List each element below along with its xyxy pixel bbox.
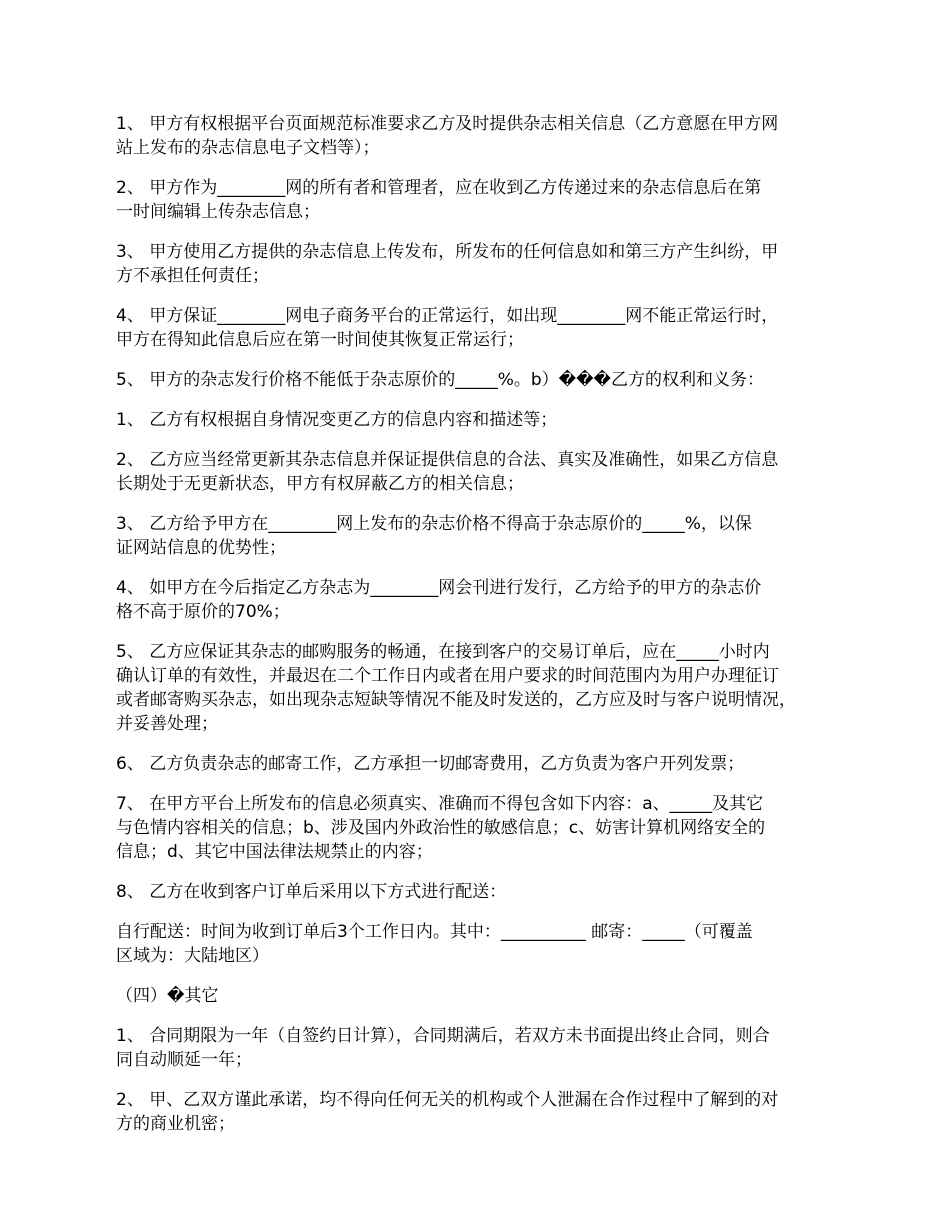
paragraph-line: 5、 甲方的杂志发行价格不能低于杂志原价的_____%。b）���乙方的权利和义务： [116,370,764,390]
paragraph-line: 2、 乙方应当经常更新其杂志信息并保证提供信息的合法、真实及准确性，如果乙方信息 [116,450,779,470]
paragraph-line: 确认订单的有效性，并最迟在二个工作日内或者在用户要求的时间范围内为用户办理征订 [116,666,779,686]
paragraph-line: 自行配送：时间为收到订单后3个工作日内。其中：__________ 邮寄：_____（可覆盖 [116,922,753,942]
document-paragraph [116,512,856,560]
document-paragraph [116,576,856,624]
paragraph-line: 区域为：大陆地区） [116,946,269,966]
paragraph-line: 7、 在甲方平台上所发布的信息必须真实、准确而不得包含如下内容：a、_____及其它 [116,794,764,814]
paragraph-line: 一时间编辑上传杂志信息； [116,202,320,222]
document-paragraph [116,304,856,352]
paragraph-line: （四）�其它 [116,986,219,1006]
paragraph-line: 3、 甲方使用乙方提供的杂志信息上传发布，所发布的任何信息如和第三方产生纠纷，甲 [116,242,779,262]
paragraph-line: 3、 乙方给予甲方在________网上发布的杂志价格不得高于杂志原价的_____%，以保 [116,514,752,534]
paragraph-line: 甲方在得知此信息后应在第一时间使其恢复正常运行； [116,330,524,350]
paragraph-line: 4、 甲方保证________网电子商务平台的正常运行，如出现________网不能正常运行时， [116,306,779,326]
paragraph-line: 1、 合同期限为一年（自签约日计算），合同期满后，若双方未书面提出终止合同，则合 [116,1026,770,1046]
paragraph-line: 格不高于原价的70%； [116,602,290,622]
paragraph-line: 5、 乙方应保证其杂志的邮购服务的畅通，在接到客户的交易订单后，应在_____小时内 [116,642,770,662]
document-paragraph [116,112,856,160]
paragraph-line: 2、 甲方作为________网的所有者和管理者，应在收到乙方传递过来的杂志信息后在第 [116,178,762,198]
paragraph-line: 长期处于无更新状态，甲方有权屏蔽乙方的相关信息； [116,474,524,494]
document-paragraph [116,176,856,224]
paragraph-line: 2、 甲、乙双方谨此承诺，均不得向任何无关的机构或个人泄漏在合作过程中了解到的对 [116,1090,779,1110]
document-paragraph [116,368,856,392]
paragraph-line: 同自动顺延一年； [116,1050,252,1070]
paragraph-line: 4、 如甲方在今后指定乙方杂志为________网会刊进行发行，乙方给予的甲方的杂志价 [116,578,762,598]
paragraph-line: 8、 乙方在收到客户订单后采用以下方式进行配送： [116,882,507,902]
paragraph-line: 1、 甲方有权根据平台页面规范标准要求乙方及时提供杂志相关信息（乙方意愿在甲方网 [116,114,779,134]
paragraph-line: 或者邮寄购买杂志，如出现杂志短缺等情况不能及时发送的，乙方应及时与客户说明情况， [116,690,796,710]
document-paragraph [116,640,856,736]
document-paragraph [116,408,856,432]
document-body [116,112,856,1152]
paragraph-line: 并妥善处理； [116,714,218,734]
paragraph-line: 6、 乙方负责杂志的邮寄工作，乙方承担一切邮寄费用，乙方负责为客户开列发票； [116,754,745,774]
paragraph-line: 站上发布的杂志信息电子文档等）； [116,138,380,158]
document-paragraph [116,1088,856,1136]
document-paragraph [116,920,856,968]
paragraph-line: 方的商业机密； [116,1114,235,1134]
document-paragraph [116,240,856,288]
document-paragraph [116,880,856,904]
paragraph-line: 信息；d、其它中国法律法规禁止的内容； [116,842,433,862]
document-paragraph [116,752,856,776]
paragraph-line: 与色情内容相关的信息；b、涉及国内外政治性的敏感信息；c、妨害计算机网络安全的 [116,818,766,838]
document-paragraph [116,448,856,496]
document-paragraph [116,1024,856,1072]
paragraph-line: 1、 乙方有权根据自身情况变更乙方的信息内容和描述等； [116,410,558,430]
document-paragraph [116,792,856,864]
document-paragraph [116,984,856,1008]
paragraph-line: 证网站信息的优势性； [116,538,286,558]
paragraph-line: 方不承担任何责任； [116,266,269,286]
